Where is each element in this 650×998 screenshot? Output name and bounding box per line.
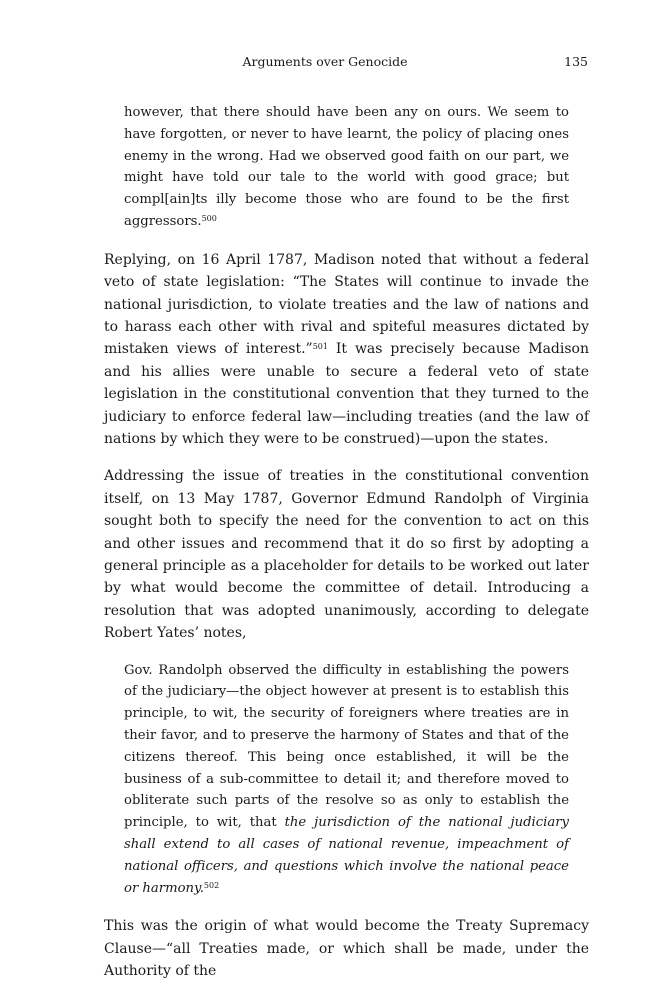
paragraph-2-text: Addressing the issue of treaties in the constitutional convention itself, on 13 May 1787, Governor Edmund Randolph of Virginia sought both to specify the need for the convention to act on this and other issues and recommend that it do so first by adopting a general principle as a placeholder for details to be worked out later by what would become the committee of detail. Introducing a resolution that was adopted unanimously, according to delegate Robert Yates’ notes, bbox=[104, 468, 589, 642]
running-title: Arguments over Genocide bbox=[242, 54, 408, 69]
block-quote-1 bbox=[124, 102, 569, 233]
footnote-ref-500: 500 bbox=[201, 213, 217, 223]
page-body bbox=[104, 102, 589, 998]
block-quote-1-text: however, that there should have been any on ours. We seem to have forgotten, or never to have learnt, the policy of placing ones enemy in the wrong. Had we observed good faith on our part, we might have told our tale to the world with good grace; but compl[ain]ts illy become those who are found to be the first aggressors. bbox=[124, 105, 569, 229]
paragraph-2 bbox=[104, 465, 589, 644]
block-quote-2 bbox=[124, 660, 569, 900]
page-number: 135 bbox=[564, 54, 588, 69]
paragraph-3-text: This was the origin of what would become the Treaty Supremacy Clause—“all Treaties made, or which shall be made, under the Authority of the bbox=[104, 918, 589, 980]
running-head bbox=[0, 52, 650, 72]
paragraph-1-text-b: It was precisely because Madison and his allies were unable to secure a federal veto of state legislation in the constitutional convention that they turned to the judiciary to enforce federal law—including treaties (and the law of nations by which they were to be construed)—upon the states. bbox=[104, 341, 589, 448]
block-quote-2-italic: the jurisdiction of the national judiciary shall extend to all cases of national revenue, impeachment of national officers, and questions which involve the national peace or harmony. bbox=[124, 815, 569, 896]
paragraph-3 bbox=[104, 915, 589, 982]
footnote-ref-501: 501 bbox=[312, 342, 328, 352]
paragraph-1 bbox=[104, 249, 589, 451]
paragraph-1-text-a: Replying, on 16 April 1787, Madison noted that without a federal veto of state legislation: “The States will continue to invade the national jurisdiction, to violate treaties and the law of nations and to harass each other with rival and spiteful measures dictated by mistaken views of interest.” bbox=[104, 251, 589, 358]
footnote-ref-502: 502 bbox=[203, 880, 220, 890]
block-quote-2-text: Gov. Randolph observed the difficulty in establishing the powers of the judiciary—the object however at present is to establish this principle, to wit, the security of foreigners where treaties are in their favor, and to preserve the harmony of States and that of the citizens thereof. This being once established, it will be the business of a sub-committee to detail it; and therefore moved to obliterate such parts of the resolve so as only to establish the principle, to wit, that bbox=[124, 662, 569, 831]
